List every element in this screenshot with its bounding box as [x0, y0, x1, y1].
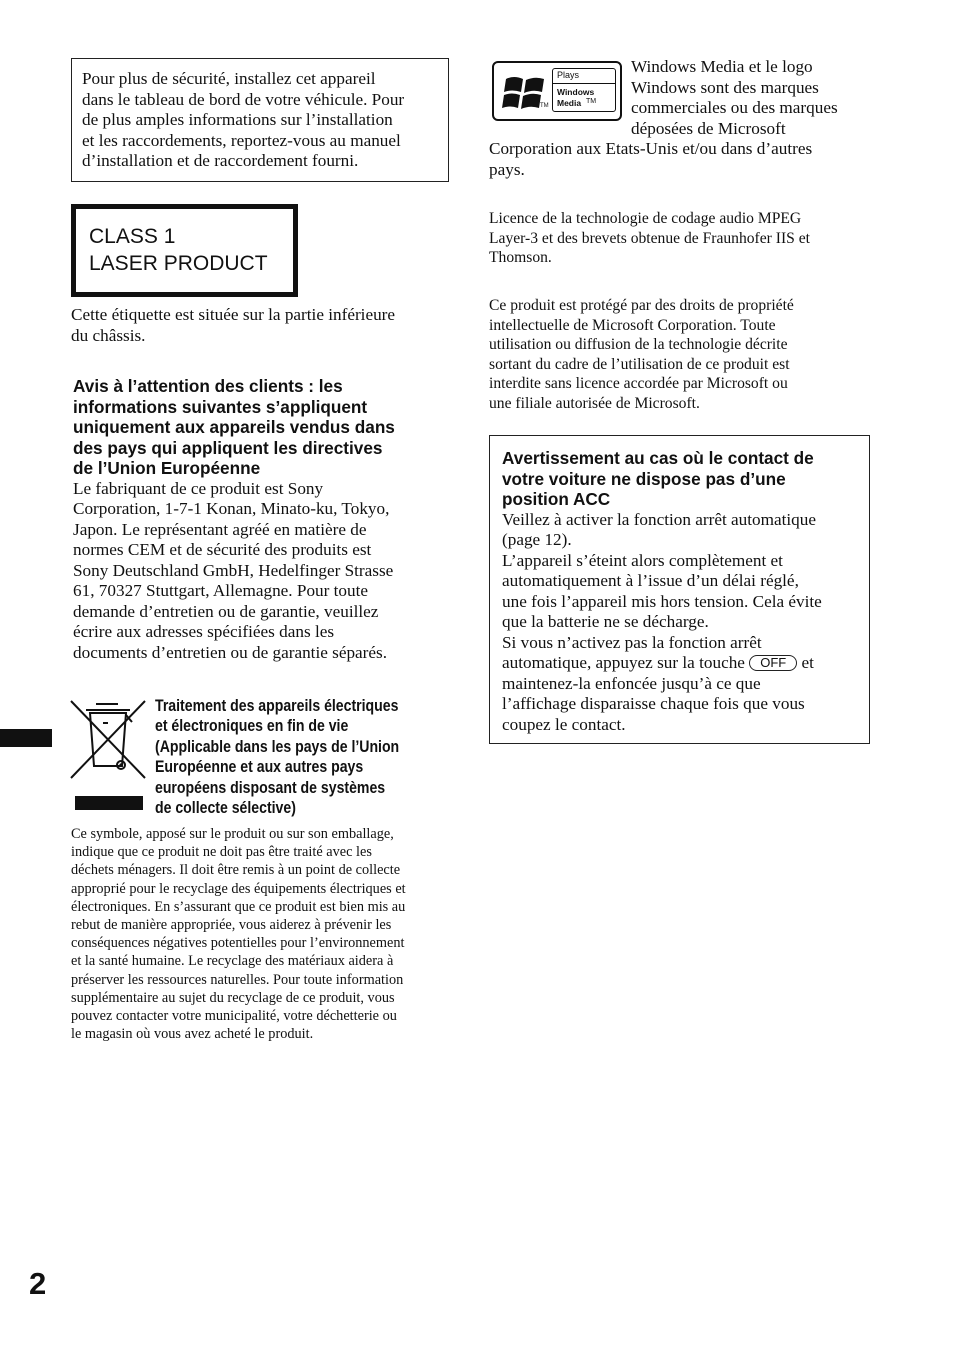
eu-heading-line: informations suivantes s’appliquent — [73, 396, 368, 417]
logo-media: Media — [557, 98, 582, 108]
weee-body-line: approprié pour le recyclage des équipements électriques et — [71, 880, 406, 897]
acc-heading-line: votre voiture ne dispose pas d’une — [502, 468, 786, 489]
acc-body-line: Si vous n’activez pas la fonction arrêt — [502, 632, 762, 652]
weee-heading-line: Traitement des appareils électriques — [155, 697, 399, 715]
eu-notice — [73, 376, 395, 663]
eu-body-line: 61, 70327 Stuttgart, Allemagne. Pour toute — [73, 581, 369, 601]
windows-media-trademark-cont — [489, 139, 812, 180]
weee-body-line: et la santé humaine. Le recyclage des matériaux aidera à — [71, 953, 394, 970]
eu-body-line: Japon. Le représentant agréé en matière de — [73, 519, 367, 539]
crossed-out-wheelie-bin-icon — [70, 698, 146, 814]
eu-heading-line: Avis à l’attention des clients : les — [73, 376, 343, 396]
wm-text-line: pays. — [489, 159, 525, 179]
acc-heading-line: Avertissement au cas où le contact de — [502, 448, 814, 468]
laser-label-class: CLASS 1 — [89, 225, 176, 248]
safety-note-line: d’installation et de raccordement fourni. — [82, 151, 359, 170]
acc-body-line: une fois l’appareil mis hors tension. Cela évite — [502, 591, 822, 611]
off-key-label: OFF — [749, 655, 797, 671]
weee-body-line: indique que ce produit ne doit pas être traité avec les — [71, 844, 372, 861]
acc-body-line: automatiquement à l’issue d’un délai réglé, — [502, 571, 799, 591]
mpeg-license — [489, 209, 810, 268]
weee-body-line: Ce symbole, apposé sur le produit ou sur son emballage, — [71, 826, 394, 842]
wm-text-line: Corporation aux Etats-Unis et/ou dans d’autres — [489, 139, 813, 158]
eu-heading-line: de l’Union Européenne — [73, 458, 261, 479]
weee-body-line: préserver les ressources naturelles. Pour toute information — [71, 971, 404, 988]
wm-text-line: Windows Media et le logo — [631, 57, 813, 76]
acc-warning-body — [502, 510, 869, 736]
weee-body — [71, 825, 406, 1043]
acc-warning-heading — [502, 448, 869, 510]
logo-tm: TM — [586, 98, 597, 105]
acc-body-line: (page 12). — [502, 530, 572, 550]
weee-heading-line: Européenne et aux autres pays — [155, 758, 364, 777]
acc-body-line: L’appareil s’éteint alors complètement et — [502, 550, 783, 570]
label-note-line: Cette étiquette est située sur la partie inférieure — [71, 305, 396, 324]
acc-key-line-prefix: automatique, appuyez sur la touche — [502, 653, 745, 673]
weee-heading-line: européens disposant de systèmes — [155, 778, 386, 797]
eu-body-line: documents d’entretien ou de garantie séparés. — [73, 642, 388, 662]
logo-plays: Plays — [557, 70, 580, 80]
ms-ip-line: sortant du cadre de l’utilisation de ce produit est — [489, 355, 790, 373]
eu-body-line: Sony Deutschland GmbH, Hedelfinger Strasse — [73, 560, 394, 580]
weee-heading-line: et électroniques en fin de vie — [155, 717, 349, 736]
wm-text-line: déposées de Microsoft — [631, 118, 786, 138]
ms-ip-line: Ce produit est protégé par des droits de propriété — [489, 297, 794, 314]
weee-heading-line: (Applicable dans les pays de l’Union — [155, 737, 400, 756]
logo-windows: Windows — [557, 87, 595, 97]
acc-body-line: maintenez-la enfoncée jusqu’à ce que — [502, 673, 761, 693]
weee-body-line: rebut de manière appropriée, vous aiderez à prévenir les — [71, 917, 392, 934]
laser-product-label — [71, 204, 298, 297]
safety-note-box — [71, 58, 449, 182]
section-tab-marker — [0, 729, 52, 747]
weee-body-line: pouvez contacter votre municipalité, votre déchetterie ou — [71, 1008, 397, 1025]
acc-heading-line: position ACC — [502, 489, 611, 510]
eu-notice-heading — [73, 376, 395, 479]
eu-heading-line: des pays qui appliquent les directives — [73, 437, 383, 458]
logo-tm-small: TM — [540, 103, 549, 109]
eu-body-line: demande d’entretien ou de garantie, veuillez — [73, 601, 379, 621]
ms-ip-line: une filiale autorisée de Microsoft. — [489, 394, 700, 412]
label-note-line: du châssis. — [71, 325, 146, 345]
windows-media-trademark — [631, 57, 838, 139]
eu-heading-line: uniquement aux appareils vendus dans — [73, 417, 395, 438]
safety-note-line: et les raccordements, reportez-vous au manuel — [82, 130, 401, 150]
weee-heading — [155, 696, 399, 818]
acc-key-line — [502, 653, 869, 674]
mpeg-line: Licence de la technologie de codage audio MPEG — [489, 210, 802, 227]
ms-ip-line: intellectuelle de Microsoft Corporation. Toute — [489, 316, 776, 334]
eu-body-line: Corporation, 1-7-1 Konan, Minato-ku, Tokyo, — [73, 499, 390, 519]
mpeg-line: Thomson. — [489, 249, 552, 266]
acc-warning-box — [489, 435, 870, 744]
wm-text-line: commerciales ou des marques — [631, 98, 838, 117]
eu-body-line: Le fabriquant de ce produit est Sony — [73, 478, 324, 498]
ms-ip-line: interdite sans licence accordée par Microsoft ou — [489, 375, 788, 392]
wm-text-line: Windows sont des marques — [631, 77, 819, 97]
microsoft-ip-notice — [489, 296, 794, 413]
acc-body-line: coupez le contact. — [502, 714, 626, 734]
acc-body-line: l’affichage disparaisse chaque fois que vous — [502, 694, 805, 714]
weee-heading-line: de collecte sélective) — [155, 799, 296, 818]
logo-text-panel — [552, 68, 616, 112]
eu-notice-body — [73, 479, 395, 664]
acc-body-line: que la batterie ne se décharge. — [502, 612, 709, 632]
mpeg-line: Layer-3 et des brevets obtenue de Fraunhofer IIS et — [489, 229, 810, 247]
weee-body-line: déchets ménagers. Il doit être remis à un point de collecte — [71, 862, 401, 879]
acc-body-line: Veillez à activer la fonction arrêt automatique — [502, 509, 816, 529]
page-number: 2 — [29, 1266, 47, 1301]
weee-body-line: supplémentaire au sujet du recyclage de ce produit, vous — [71, 989, 395, 1006]
safety-note-line: dans le tableau de bord de votre véhicule. Pour — [82, 89, 405, 109]
label-location-note — [71, 305, 395, 346]
weee-body-line: conséquences négatives potentielles pour l’environnement — [71, 935, 405, 952]
eu-body-line: normes CEM et de sécurité des produits est — [73, 540, 372, 560]
acc-key-line-suffix: et — [801, 653, 814, 673]
eu-body-line: écrire aux adresses spécifiées dans les — [73, 622, 335, 642]
weee-body-line: électroniques. En s’assurant que ce produit est bien mis au — [71, 898, 406, 915]
ms-ip-line: utilisation ou diffusion de la technologie décrite — [489, 336, 788, 353]
safety-note-line: de plus amples informations sur l’installation — [82, 110, 393, 129]
weee-body-line: le magasin où vous avez acheté le produit. — [71, 1026, 314, 1043]
laser-label-product: LASER PRODUCT — [89, 251, 268, 275]
windows-media-logo — [492, 61, 622, 121]
safety-note-line: Pour plus de sécurité, installez cet appareil — [82, 69, 376, 88]
